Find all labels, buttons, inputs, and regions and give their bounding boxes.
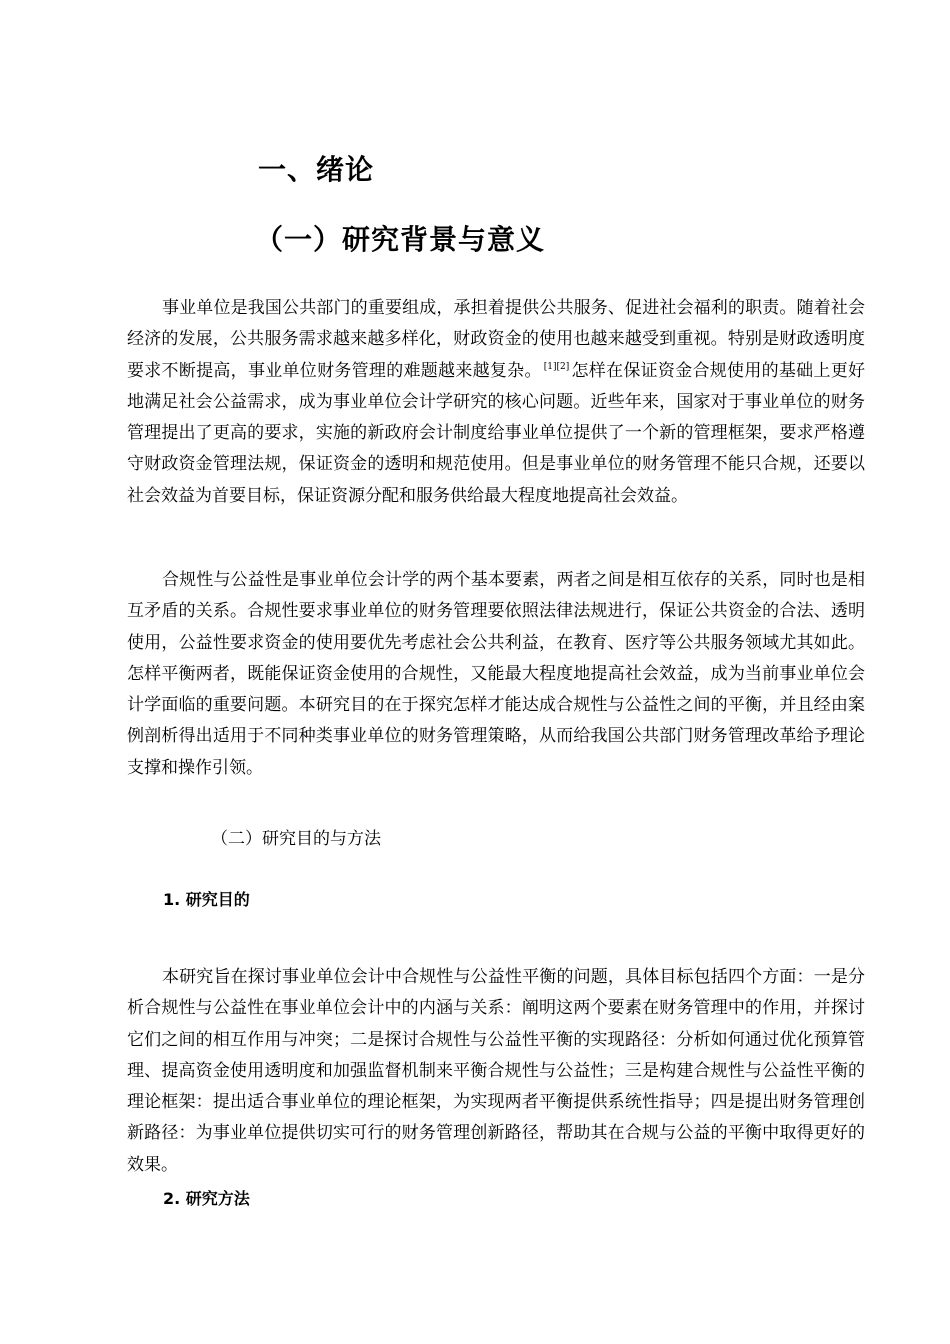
paragraph-background	[127, 293, 865, 512]
paragraph-significance: 合规性与公益性是事业单位会计学的两个基本要素，两者之间是相互依存的关系，同时也是相互矛盾的关系。合规性要求事业单位的财务管理要依照法律法规进行，保证公共资金的合法、透明使用，公益性要求资金的使用要优先考虑社会公共利益，在教育、医疗等公共服务领域尤其如此。怎样平衡两者，既能保证资金使用的合规性，又能最大程度地提高社会效益，成为当前事业单位会计学面临的重要问题。本研究目的在于探究怎样才能达成合规性与公益性之间的平衡，并且经由案例剖析得出适用于不同种类事业单位的财务管理策略，从而给我国公共部门财务管理改革给予理论支撑和操作引领。	[127, 570, 865, 778]
subsection-heading-method: 2. 研究方法	[163, 1189, 250, 1208]
section-heading-background: （一）研究背景与意义	[255, 223, 546, 256]
paragraph-background-text-b: 怎样在保证资金合规使用的基础上更好地满足社会公益需求，成为事业单位会计学研究的核心问题。近些年来，国家对于事业单位的财务管理提出了更高的要求，实施的新政府会计制度给事业单位提供了一个新的管理框架，要求严格遵守财政资金管理法规，保证资金的透明和规范使用。但是事业单位的财务管理不能只合规，还要以社会效益为首要目标，保证资源分配和服务供给最大程度地提高社会效益。	[127, 360, 866, 506]
section-heading-purpose-method: （二）研究目的与方法	[211, 829, 381, 849]
paragraph-background-text-a: 事业单位是我国公共部门的重要组成，承担着提供公共服务、促进社会福利的职责。随着社会经济的发展，公共服务需求越来越多样化，财政资金的使用也越来越受到重视。特别是财政透明度要求不断提高，事业单位财务管理的难题越来越复杂。	[127, 298, 865, 381]
chapter-heading: 一、绪论	[258, 153, 375, 186]
citation-reference[interactable]: [1][2]	[543, 361, 570, 372]
paragraph-purpose: 本研究旨在探讨事业单位会计中合规性与公益性平衡的问题，具体目标包括四个方面：一是分析合规性与公益性在事业单位会计中的内涵与关系：阐明这两个要素在财务管理中的作用，并探讨它们之间的相互作用与冲突；二是探讨合规性与公益性平衡的实现路径：分析如何通过优化预算管理、提高资金使用透明度和加强监督机制来平衡合规性与公益性；三是构建合规性与公益性平衡的理论框架：提出适合事业单位的理论框架，为实现两者平衡提供系统性指导；四是提出财务管理创新路径：为事业单位提供切实可行的财务管理创新路径，帮助其在合规与公益的平衡中取得更好的效果。	[127, 967, 865, 1175]
subsection-heading-purpose: 1. 研究目的	[163, 890, 250, 909]
